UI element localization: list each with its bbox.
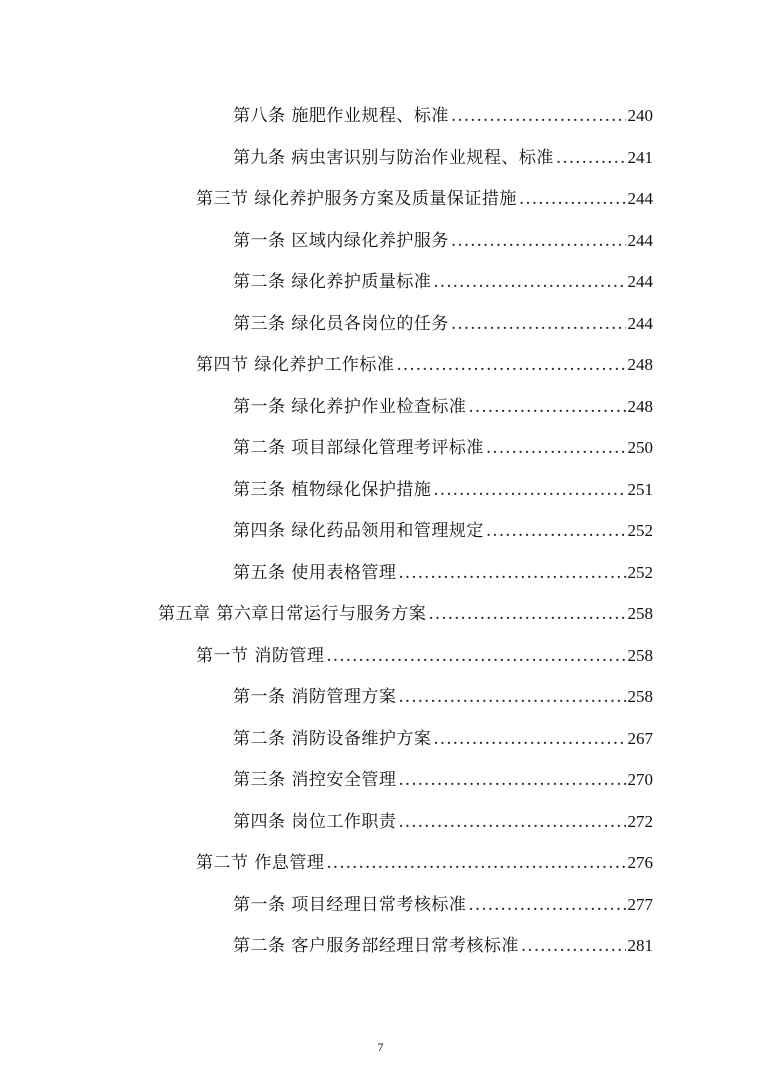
toc-entry-page: 252 xyxy=(627,562,653,582)
toc-leader-dots xyxy=(451,231,626,251)
toc-entry-title: 第二条 消防设备维护方案 xyxy=(233,728,432,749)
toc-entry[interactable] xyxy=(233,217,653,251)
toc-entry-title: 第三条 绿化员各岗位的任务 xyxy=(233,313,449,334)
toc-leader-dots xyxy=(468,895,625,915)
toc-entry[interactable] xyxy=(233,673,653,707)
toc-leader-dots xyxy=(396,355,625,375)
toc-entry-title: 第二条 绿化养护质量标准 xyxy=(233,272,432,292)
toc-leader-dots xyxy=(468,397,625,417)
toc-entry[interactable] xyxy=(233,798,653,832)
toc-leader-dots xyxy=(326,646,625,666)
toc-leader-dots xyxy=(451,314,626,334)
toc-entry-title: 第四节 绿化养护工作标准 xyxy=(196,355,395,375)
toc-entry-page: 267 xyxy=(627,728,653,748)
toc-leader-dots xyxy=(521,936,626,956)
toc-entry-page: 252 xyxy=(627,521,653,540)
toc-entry[interactable] xyxy=(233,466,653,500)
toc-entry[interactable] xyxy=(158,590,653,624)
toc-entry[interactable] xyxy=(233,134,653,168)
toc-entry-title: 第二条 项目部绿化管理考评标准 xyxy=(233,438,484,458)
toc-entry-page: 244 xyxy=(627,230,653,250)
toc-leader-dots xyxy=(398,687,625,707)
toc-entry-title: 第三条 消控安全管理 xyxy=(233,770,397,790)
page-number: 7 xyxy=(377,1040,384,1054)
toc-entry[interactable] xyxy=(233,424,653,458)
toc-leader-dots xyxy=(326,853,625,873)
toc-leader-dots xyxy=(398,812,625,832)
toc-entry-page: 248 xyxy=(627,396,653,416)
toc-entry-title: 第一条 区域内绿化养护服务 xyxy=(233,230,449,251)
toc-entry-title: 第二节 作息管理 xyxy=(196,853,325,873)
toc-entry-title: 第五章 第六章日常运行与服务方案 xyxy=(158,604,427,624)
toc-entry[interactable] xyxy=(233,383,653,417)
toc-leader-dots xyxy=(433,729,625,749)
toc-entry[interactable] xyxy=(233,258,653,292)
toc-entry[interactable] xyxy=(233,92,653,126)
toc-leader-dots xyxy=(433,480,625,500)
toc-entry-page: 258 xyxy=(627,604,653,623)
toc-entry-title: 第五条 使用表格管理 xyxy=(233,562,397,583)
toc-entry-page: 281 xyxy=(627,936,653,955)
toc-entry[interactable] xyxy=(233,507,653,541)
toc-entry-page: 248 xyxy=(627,355,653,374)
toc-entry-page: 244 xyxy=(627,272,653,291)
toc-entry[interactable] xyxy=(233,300,653,334)
toc-entry-page: 276 xyxy=(627,853,653,872)
toc-entry-title: 第一条 绿化养护作业检查标准 xyxy=(233,396,467,417)
toc-leader-dots xyxy=(433,272,625,292)
toc-leader-dots xyxy=(398,563,625,583)
toc-entry-page: 258 xyxy=(627,687,653,706)
toc-entry[interactable] xyxy=(196,341,653,375)
toc-entry-title: 第二条 客户服务部经理日常考核标准 xyxy=(233,936,519,956)
toc-entry-title: 第三条 植物绿化保护措施 xyxy=(233,479,432,500)
toc-entry-page: 277 xyxy=(627,894,653,914)
toc-leader-dots xyxy=(519,189,626,209)
toc-entry-page: 270 xyxy=(627,770,653,789)
toc-entry[interactable] xyxy=(196,175,653,209)
toc-entry-page: 272 xyxy=(627,811,653,831)
toc-entry[interactable] xyxy=(233,715,653,749)
toc-entry-title: 第一条 项目经理日常考核标准 xyxy=(233,894,467,915)
toc-entry-title: 第一节 消防管理 xyxy=(196,645,325,666)
toc-entry-title: 第八条 施肥作业规程、标准 xyxy=(233,106,449,126)
toc-entry[interactable] xyxy=(196,839,653,873)
toc-entry-page: 241 xyxy=(627,147,653,167)
toc-entry[interactable] xyxy=(196,632,653,666)
toc-leader-dots xyxy=(451,106,626,126)
toc-entry-title: 第四条 岗位工作职责 xyxy=(233,811,397,832)
toc-entry[interactable] xyxy=(233,922,653,956)
toc-entry[interactable] xyxy=(233,549,653,583)
toc-entry[interactable] xyxy=(233,756,653,790)
toc-entry-title: 第四条 绿化药品领用和管理规定 xyxy=(233,521,484,541)
toc-entry-title: 第一条 消防管理方案 xyxy=(233,687,397,707)
toc-entry-page: 250 xyxy=(627,438,653,457)
toc-entry-page: 258 xyxy=(627,645,653,665)
toc-entry[interactable] xyxy=(233,881,653,915)
toc-leader-dots xyxy=(556,148,626,168)
toc-leader-dots xyxy=(428,604,625,624)
toc-entry-title: 第三节 绿化养护服务方案及质量保证措施 xyxy=(196,189,517,209)
toc-leader-dots xyxy=(398,770,625,790)
toc-entry-page: 251 xyxy=(627,479,653,499)
toc-entry-title: 第九条 病虫害识别与防治作业规程、标准 xyxy=(233,147,554,168)
toc-entry-page: 244 xyxy=(627,189,653,208)
toc-entry-page: 240 xyxy=(627,106,653,125)
toc-leader-dots xyxy=(486,438,626,458)
toc-leader-dots xyxy=(486,521,626,541)
toc-entry-page: 244 xyxy=(627,313,653,333)
